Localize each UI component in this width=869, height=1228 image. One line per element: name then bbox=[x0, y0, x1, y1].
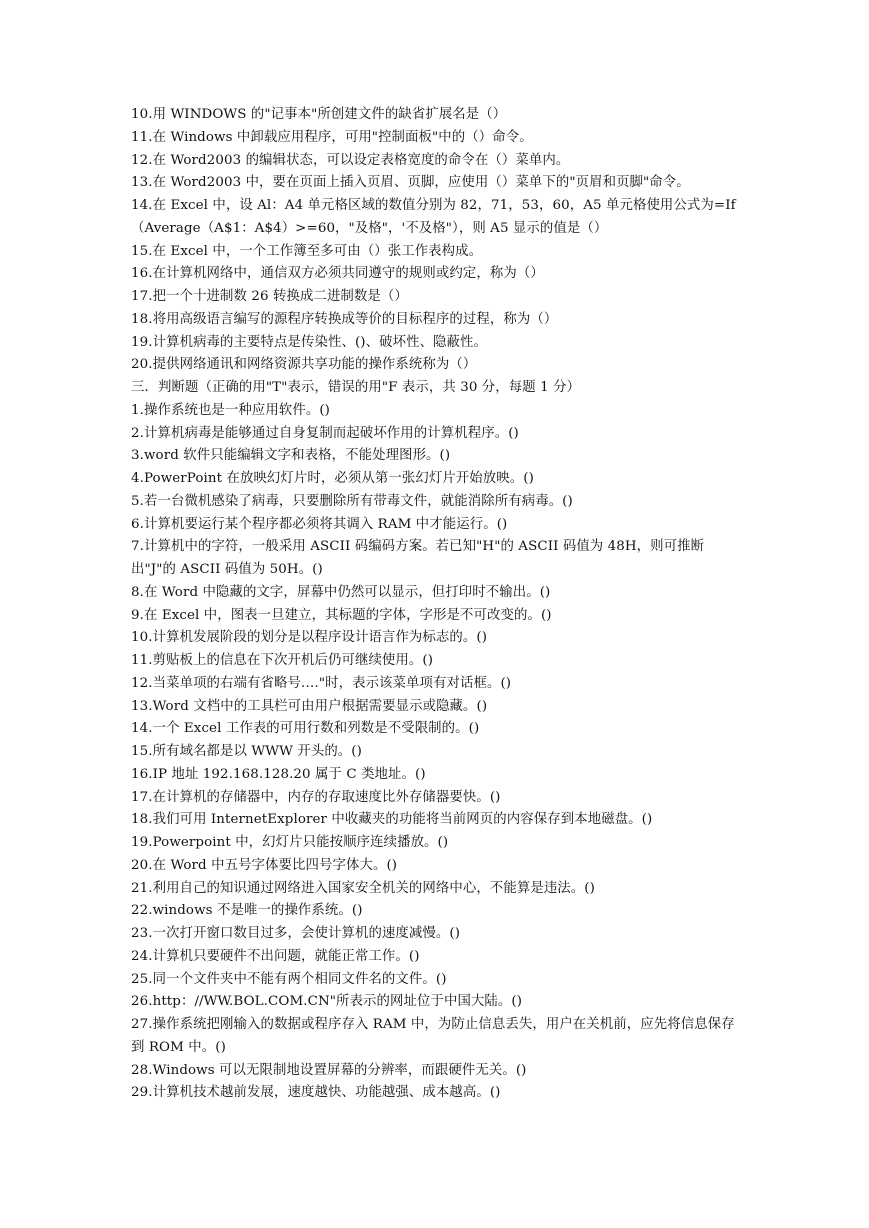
question-12: 12.在 Word2003 的编辑状态，可以设定表格宽度的命令在（）菜单内。 bbox=[131, 152, 570, 168]
judgement-7: 7.计算机中的字符，一般采用 ASCII 码编码方案。若已知"H"的 ASCII 码值为 48H，则可推断出"J"的 ASCII 码值为 50H。() bbox=[131, 539, 705, 577]
question-19: 19.计算机病毒的主要特点是传染性、()、破坏性、隐蔽性。 bbox=[131, 334, 488, 350]
judgement-9: 9.在 Excel 中，图表一旦建立，其标题的字体，字形是不可改变的。() bbox=[131, 607, 552, 623]
judgement-11: 11.剪贴板上的信息在下次开机后仍可继续使用。() bbox=[131, 653, 434, 668]
judgement-24: 24.计算机只要硬件不出问题，就能正常工作。() bbox=[131, 948, 420, 964]
judgement-21: 21.利用自己的知识通过网络进入国家安全机关的网络中心，不能算是违法。() bbox=[131, 880, 595, 896]
judgement-25: 25.同一个文件夹中不能有两个相同文件名的文件。() bbox=[131, 971, 447, 987]
judgement-14: 14.一个 Excel 工作表的可用行数和列数是不受限制的。() bbox=[131, 721, 480, 737]
judgement-5: 5.若一台微机感染了病毒，只要删除所有带毒文件，就能消除所有病毒。() bbox=[131, 493, 573, 509]
judgement-6: 6.计算机要运行某个程序都必须将其调入 RAM 中才能运行。() bbox=[131, 516, 508, 532]
judgement-12: 12.当菜单项的右端有省略号.…"时，表示该菜单项有对话框。() bbox=[131, 675, 512, 691]
judgement-29: 29.计算机技术越前发展，速度越快、功能越强、成本越高。() bbox=[131, 1085, 501, 1101]
judgement-26: 26.http：//WW.BOL.COM.CN"所表示的网址位于中国大陆。() bbox=[131, 994, 523, 1010]
judgement-17: 17.在计算机的存储器中，内存的存取速度比外存储器要快。() bbox=[131, 789, 501, 805]
judgement-13: 13.Word 文档中的工具栏可由用户根据需要显示或隐藏。() bbox=[131, 698, 488, 714]
judgement-20: 20.在 Word 中五号字体要比四号字体大。() bbox=[131, 857, 398, 873]
section-heading-judgement: 三．判断题（正确的用"T"表示，错误的用"F 表示，共 30 分，每题 1 分） bbox=[131, 380, 581, 395]
question-16: 16.在计算机网络中，通信双方必须共同遵守的规则或约定，称为（） bbox=[131, 266, 544, 282]
judgement-18: 18.我们可用 InternetExplorer 中收藏夹的功能将当前网页的内容保存到本地磁盘。() bbox=[131, 812, 653, 828]
judgement-23: 23.一次打开窗口数目过多，会使计算机的速度减慢。() bbox=[131, 926, 461, 941]
judgement-19: 19.Powerpoint 中，幻灯片只能按顺序连续播放。() bbox=[131, 835, 449, 850]
judgement-2: 2.计算机病毒是能够通过自身复制而起破坏作用的计算机程序。() bbox=[131, 425, 519, 441]
question-17: 17.把一个十进制数 26 转换成二进制数是（） bbox=[131, 289, 408, 304]
document-body bbox=[131, 104, 743, 1105]
judgement-1: 1.操作系统也是一种应用软件。() bbox=[131, 402, 331, 418]
judgement-28: 28.Windows 可以无限制地设置屏幕的分辨率，而跟硬件无关。() bbox=[131, 1062, 527, 1078]
judgement-15: 15.所有域名都是以 WWW 开头的。() bbox=[131, 744, 362, 759]
question-15: 15.在 Excel 中，一个工作簿至多可由（）张工作表构成。 bbox=[131, 243, 483, 259]
judgement-10: 10.计算机发展阶段的划分是以程序设计语言作为标志的。() bbox=[131, 630, 488, 646]
question-10: 10.用 WINDOWS 的"记事本"所创建文件的缺省扩展名是（） bbox=[131, 107, 507, 122]
question-13: 13.在 Word2003 中，要在页面上插入页眉、页脚，应使用（）菜单下的"页眉和页脚"命令。 bbox=[131, 175, 690, 191]
judgement-8: 8.在 Word 中隐藏的文字，屏幕中仍然可以显示，但打印时不输出。() bbox=[131, 584, 551, 600]
judgement-27: 27.操作系统把刚输入的数据或程序存入 RAM 中，为防止信息丢失，用户在关机前，应先将信息保存到 ROM 中。() bbox=[131, 1017, 735, 1055]
question-11: 11.在 Windows 中卸载应用程序，可用"控制面板"中的（）命令。 bbox=[131, 129, 533, 145]
question-18: 18.将用高级语言编写的源程序转换成等价的目标程序的过程，称为（） bbox=[131, 311, 558, 327]
judgement-22: 22.windows 不是唯一的操作系统。() bbox=[131, 903, 363, 919]
question-20: 20.提供网络通讯和网络资源共享功能的操作系统称为（） bbox=[131, 357, 477, 373]
judgement-16: 16.IP 地址 192.168.128.20 属于 C 类地址。() bbox=[131, 766, 426, 782]
judgement-3: 3.word 软件只能编辑文字和表格，不能处理图形。() bbox=[131, 448, 451, 464]
question-14: 14.在 Excel 中，设 Al：A4 单元格区域的数值分别为 82，71，53，60，A5 单元格使用公式为=If（Average（A$1：A$4）>=60，"及格"，'不及格"），则 A5 显示的值是（） bbox=[131, 198, 736, 236]
judgement-4: 4.PowerPoint 在放映幻灯片时，必须从第一张幻灯片开始放映。() bbox=[131, 471, 534, 486]
